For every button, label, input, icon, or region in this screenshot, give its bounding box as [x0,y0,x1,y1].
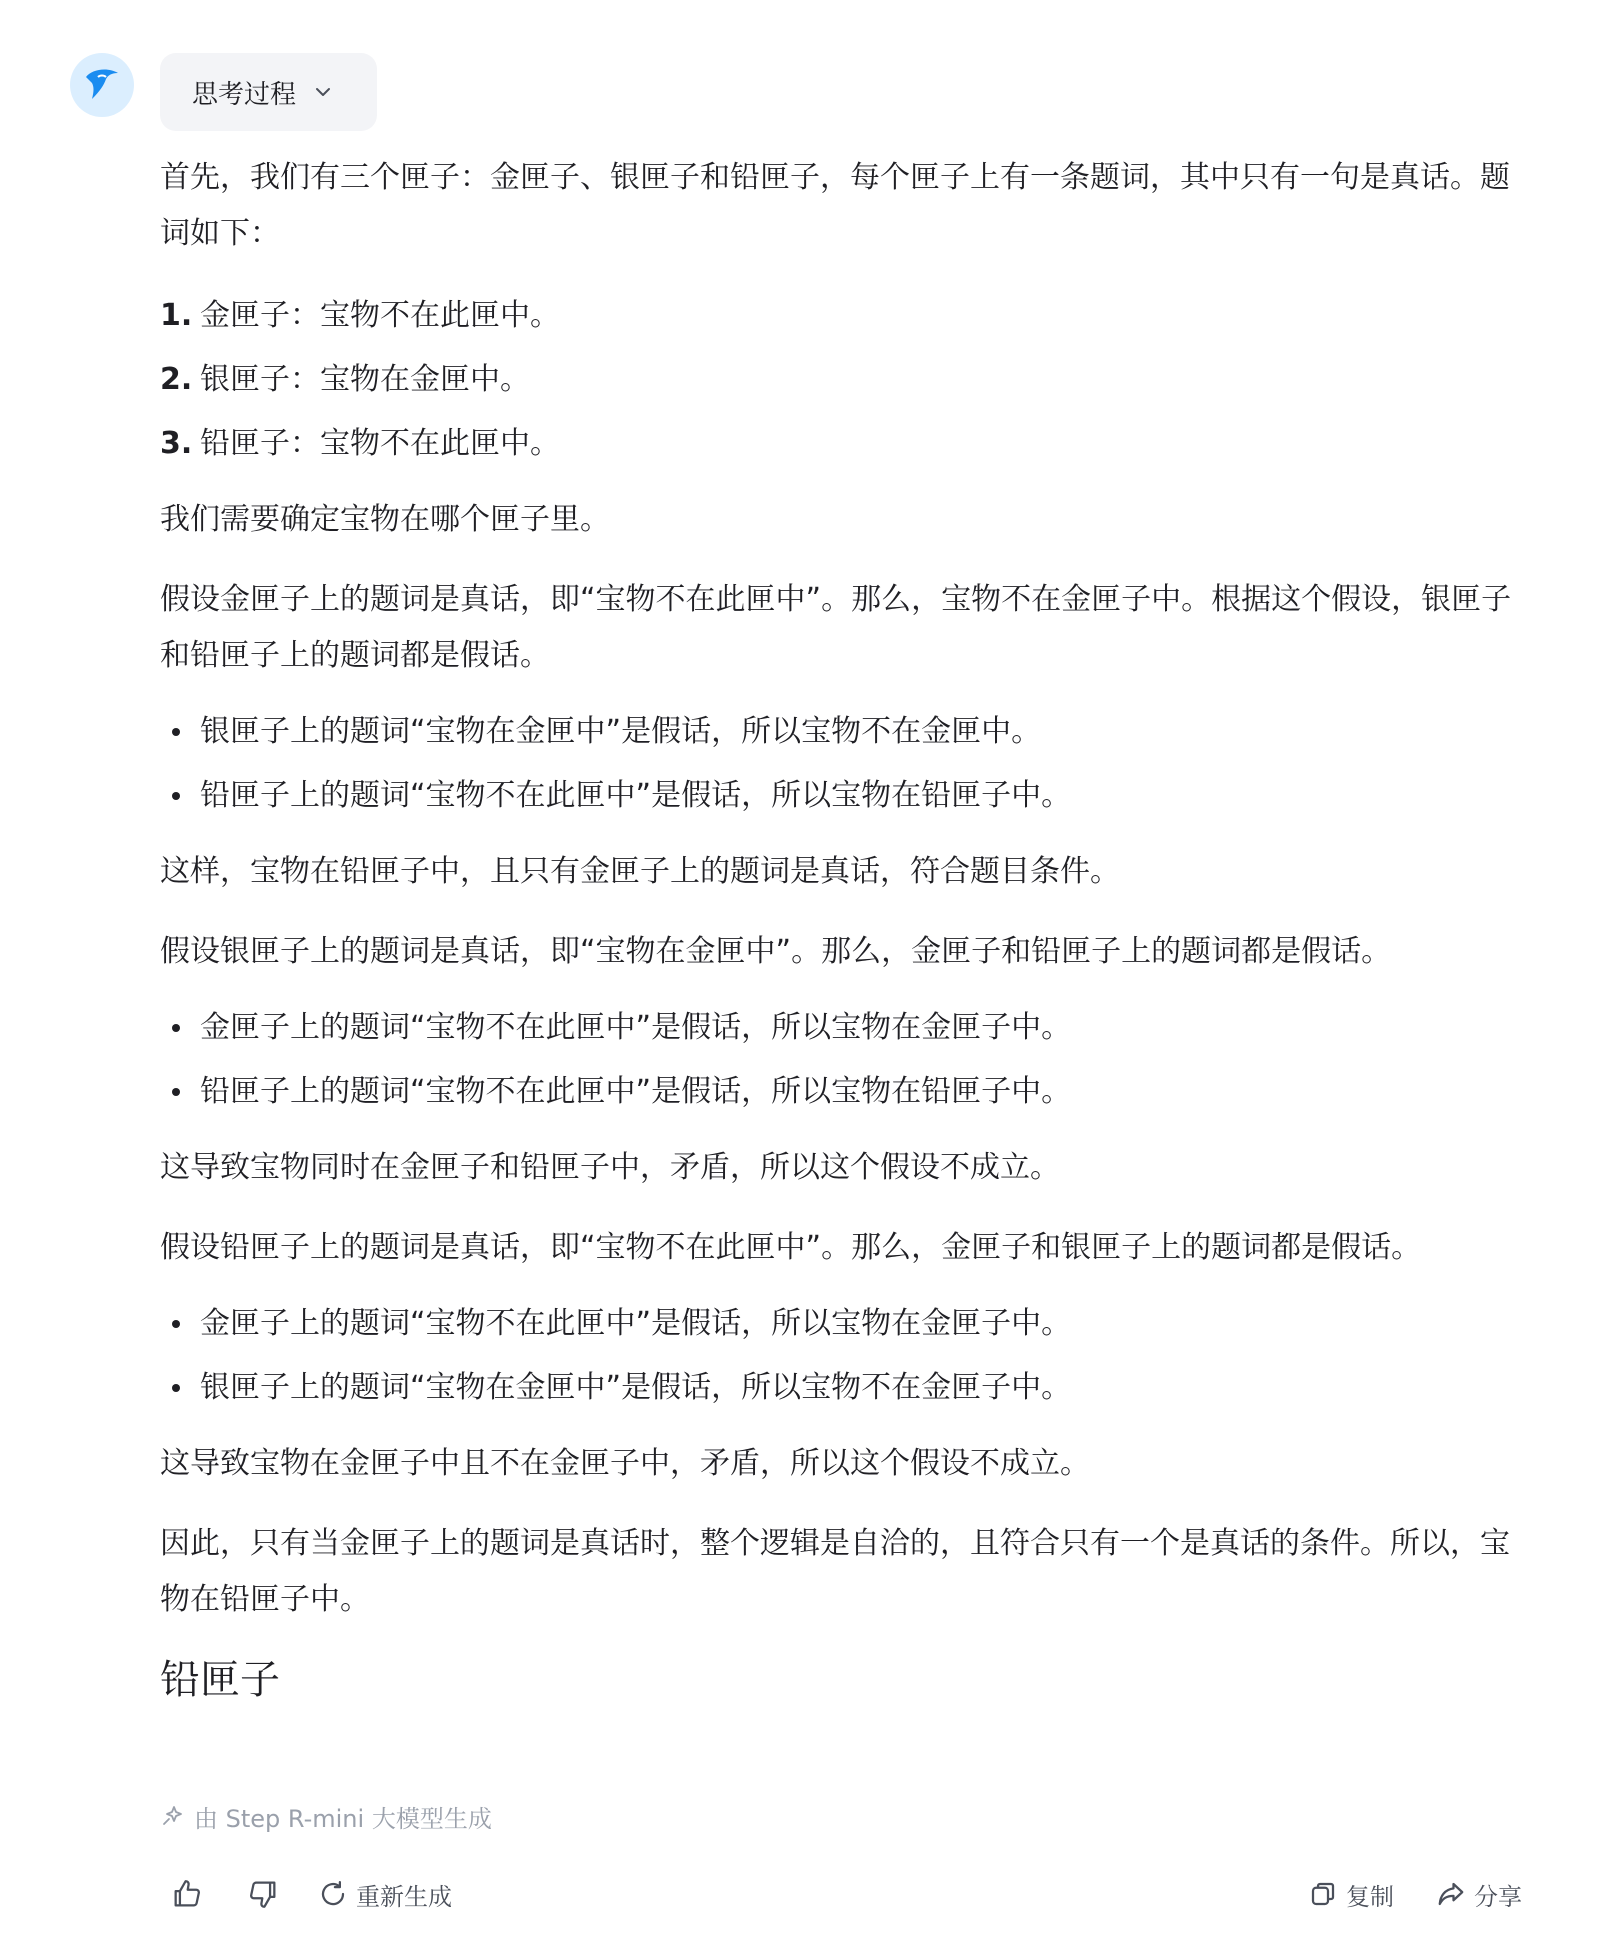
thinking-process-toggle[interactable] [160,53,377,131]
sparkle-icon [160,1804,184,1828]
case1-conclusion: 这样，宝物在铅匣子中，且只有金匣子上的题词是真话，符合题目条件。 [160,854,1120,889]
list-item-text: 金匣子上的题词“宝物不在此匣中”是假话，所以宝物在金匣子中。 [200,1306,1072,1341]
thumbs-up-icon [170,1877,204,1911]
list-item [160,348,1520,412]
case3-points [160,1292,1520,1420]
answer-content [160,150,1520,1708]
bullet-dot [172,1384,180,1392]
list-item [160,412,1520,476]
case2-intro: 假设银匣子上的题词是真话，即“宝物在金匣中”。那么，金匣子和铅匣子上的题词都是假话。 [160,934,1392,969]
list-item-text: 铅匣子：宝物不在此匣中。 [200,426,560,461]
final-answer: 铅匣子 [160,1657,280,1703]
list-item-text: 金匣子：宝物不在此匣中。 [200,298,560,333]
intro-paragraph: 首先，我们有三个匣子：金匣子、银匣子和铅匣子，每个匣子上有一条题词，其中只有一句是真话。题词如下： [160,160,1510,251]
list-item [160,700,1520,764]
copy-icon [1308,1879,1338,1909]
refresh-icon [318,1879,348,1909]
list-item [160,764,1520,828]
list-item-text: 银匣子：宝物在金匣中。 [200,362,530,397]
bullet-dot [172,1024,180,1032]
list-item-text: 金匣子上的题词“宝物不在此匣中”是假话，所以宝物在金匣子中。 [200,1010,1072,1045]
share-icon [1436,1879,1466,1909]
list-item [160,1060,1520,1124]
list-item [160,996,1520,1060]
copy-button[interactable] [1308,1877,1394,1912]
dolphin-logo-icon [82,67,122,103]
case1-points [160,700,1520,828]
inscriptions-list [160,284,1520,476]
case2-conclusion: 这导致宝物同时在金匣子和铅匣子中，矛盾，所以这个假设不成立。 [160,1150,1060,1185]
list-item-text: 铅匣子上的题词“宝物不在此匣中”是假话，所以宝物在铅匣子中。 [200,1074,1072,1109]
list-item-text: 铅匣子上的题词“宝物不在此匣中”是假话，所以宝物在铅匣子中。 [200,778,1072,813]
action-bar [160,1870,1522,1918]
case1-intro: 假设金匣子上的题词是真话，即“宝物不在此匣中”。那么，宝物不在金匣子中。根据这个假设，银匣子和铅匣子上的题词都是假话。 [160,582,1512,673]
list-number: 1. [160,298,193,333]
model-attribution [160,1796,492,1836]
copy-label: 复制 [1346,1882,1394,1911]
list-number: 2. [160,362,193,397]
list-item-text: 银匣子上的题词“宝物在金匣中”是假话，所以宝物不在金匣中。 [200,714,1042,749]
share-button[interactable] [1436,1877,1522,1912]
thumbs-down-icon [246,1877,280,1911]
avatar [70,53,134,117]
chevron-down-icon [314,86,332,98]
bullet-dot [172,728,180,736]
bullet-dot [172,1320,180,1328]
list-item [160,1356,1520,1420]
thumbs-down-button[interactable] [246,1877,280,1911]
thumbs-up-button[interactable] [170,1877,204,1911]
list-item [160,1292,1520,1356]
summary-paragraph: 因此，只有当金匣子上的题词是真话时，整个逻辑是自洽的，且符合只有一个是真话的条件。所以，宝物在铅匣子中。 [160,1526,1510,1617]
case2-points [160,996,1520,1124]
regenerate-button[interactable] [318,1877,452,1912]
goal-paragraph: 我们需要确定宝物在哪个匣子里。 [160,502,610,537]
bullet-dot [172,792,180,800]
bullet-dot [172,1088,180,1096]
case3-intro: 假设铅匣子上的题词是真话，即“宝物不在此匣中”。那么，金匣子和银匣子上的题词都是假话。 [160,1230,1422,1265]
list-number: 3. [160,426,193,461]
case3-conclusion: 这导致宝物在金匣子中且不在金匣子中，矛盾，所以这个假设不成立。 [160,1446,1090,1481]
regenerate-label: 重新生成 [356,1882,452,1911]
thinking-process-label: 思考过程 [192,79,297,110]
model-attribution-text: 由 Step R-mini 大模型生成 [194,1804,492,1833]
list-item [160,284,1520,348]
share-label: 分享 [1474,1882,1522,1911]
list-item-text: 银匣子上的题词“宝物在金匣中”是假话，所以宝物不在金匣子中。 [200,1370,1072,1405]
